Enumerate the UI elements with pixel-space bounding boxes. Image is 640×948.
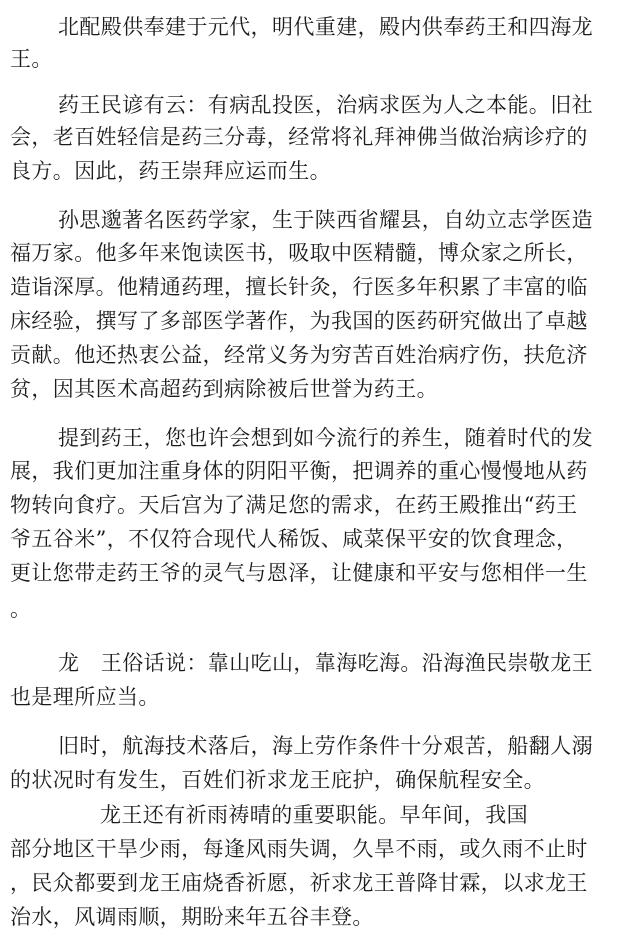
- paragraph-4-line-3: 物转向食疗。天后宫为了满足您的需求，在药王殿推出“药王: [10, 493, 578, 517]
- paragraph-6-line-2: 的状况时有发生，百姓们祈求龙王庇护，确保航程安全。: [10, 768, 545, 792]
- paragraph-2-line-2: 会，老百姓轻信是药三分毒，经常将礼拜神佛当做治病诊疗的: [10, 125, 588, 149]
- paragraph-4-line-1: 提到药王，您也许会想到如今流行的养生，随着时代的发: [58, 426, 593, 450]
- paragraph-4-line-5: 更让您带走药王爷的灵气与恩泽，让健康和平安与您相伴一生: [10, 561, 588, 585]
- paragraph-4-line-2: 展，我们更加注重身体的阴阳平衡，把调养的重心慢慢地从药: [10, 459, 588, 483]
- paragraph-7-line-1: 龙王还有祈雨祷晴的重要职能。早年间，我国: [100, 803, 528, 827]
- paragraph-2-line-3: 良方。因此，药王崇拜应运而生。: [10, 159, 331, 183]
- paragraph-5-line-1: 龙 王俗话说：靠山吃山，靠海吃海。沿海渔民崇敬龙王: [58, 651, 593, 675]
- paragraph-1-line-1: 北配殿供奉建于元代，明代重建，殿内供奉药王和四海龙: [58, 15, 593, 39]
- paragraph-7-line-4: 治水，风调雨顺，期盼来年五谷丰登。: [10, 905, 374, 929]
- paragraph-4-line-6: 。: [10, 597, 32, 621]
- paragraph-6-line-1: 旧时，航海技术落后，海上劳作条件十分艰苦，船翻人溺: [58, 734, 593, 758]
- paragraph-7-line-2: 部分地区干旱少雨，每逢风雨失调，久旱不雨，或久雨不止时: [10, 837, 588, 861]
- paragraph-3-line-6: 贫，因其医术高超药到病除被后世誉为药王。: [10, 377, 438, 401]
- paragraph-3-line-1: 孙思邈著名医药学家，生于陕西省耀县，自幼立志学医造: [58, 208, 593, 232]
- paragraph-4-line-4: 爷五谷米”，不仅符合现代人稀饭、咸菜保平安的饮食理念，: [10, 527, 578, 551]
- paragraph-3-line-5: 贡献。他还热衷公益，经常义务为穷苦百姓治病疗伤，扶危济: [10, 343, 588, 367]
- paragraph-7-line-3: ，民众都要到龙王庙烧香祈愿，祈求龙王普降甘霖，以求龙王: [10, 871, 588, 895]
- paragraph-5-line-2: 也是理所应当。: [10, 685, 160, 709]
- paragraph-1-line-2: 王。: [10, 47, 53, 71]
- paragraph-3-line-3: 造诣深厚。他精通药理，擅长针灸，行医多年积累了丰富的临: [10, 275, 588, 299]
- paragraph-3-line-4: 床经验，撰写了多部医学著作，为我国的医药研究做出了卓越: [10, 309, 588, 333]
- paragraph-2-line-1: 药王民谚有云：有病乱投医，治病求医为人之本能。旧社: [58, 93, 593, 117]
- paragraph-3-line-2: 福万家。他多年来饱读医书，吸取中医精髓，博众家之所长，: [10, 241, 588, 265]
